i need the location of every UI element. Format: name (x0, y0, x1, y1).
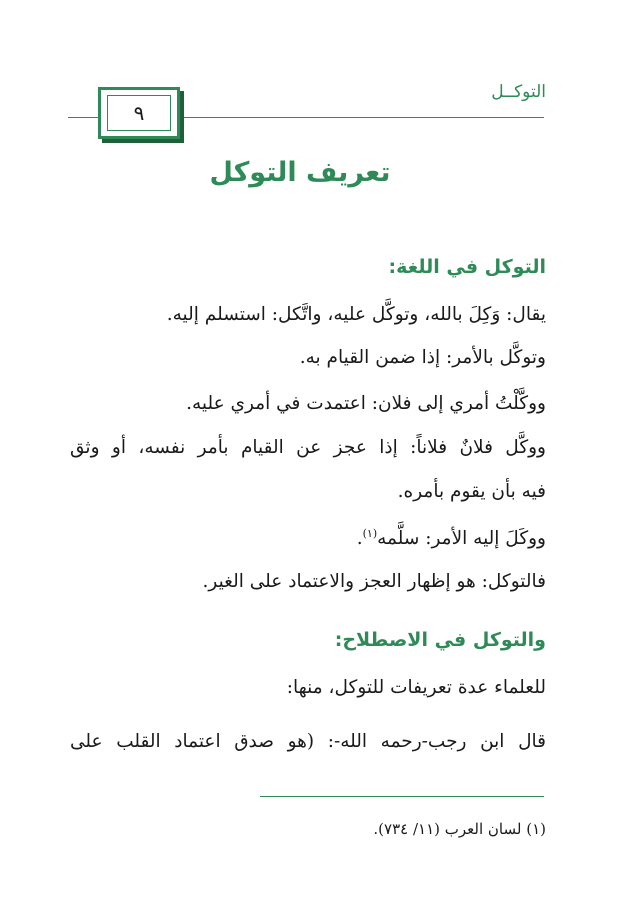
line-end-punctuation: . (356, 528, 363, 550)
paragraph-line: قال ابن رجب-رحمه الله-: (هو صدق اعتماد القلب على (70, 731, 546, 752)
paragraph-line: للعلماء عدة تعريفات للتوكل، منها: (286, 677, 546, 698)
paragraph-line: فالتوكل: هو إظهار العجز والاعتماد على الغير. (202, 571, 546, 592)
paragraph-line: فيه بأن يقوم بأمره. (397, 481, 546, 502)
paragraph-line-with-note (357, 527, 546, 550)
paragraph-line: ووكَّلْتُ أمري إلى فلان: اعتمدت في أمري عليه. (186, 393, 546, 414)
running-header-title: التوكــل (491, 82, 546, 102)
section-heading-language: التوكل في اللغة: (388, 256, 546, 278)
paragraph-line: ووكَّل فلانٌ فلاناً: إذا عجز عن القيام بأمر نفسه، أو وثق (70, 437, 546, 458)
section-heading-terminology: والتوكل في الاصطلاح: (334, 629, 546, 651)
footnote-separator (260, 796, 544, 797)
chapter-title-container (0, 157, 638, 188)
footnote: (١) لسان العرب (١١/ ٧٣٤). (373, 820, 546, 838)
page-number-box (98, 87, 180, 139)
chapter-title: تعريف التوكل (209, 157, 391, 188)
line-text: ووكَلَ إليه الأمر: سلَّمه (377, 528, 546, 550)
paragraph-line: وتوكَّل بالأمر: إذا ضمن القيام به. (299, 347, 546, 368)
page-number: ٩ (107, 95, 171, 131)
footnote-reference: (١) (362, 527, 378, 540)
paragraph-line: يقال: وَكِلَ بالله، وتوكَّل عليه، واتَّكل: استسلم إليه. (166, 304, 546, 325)
